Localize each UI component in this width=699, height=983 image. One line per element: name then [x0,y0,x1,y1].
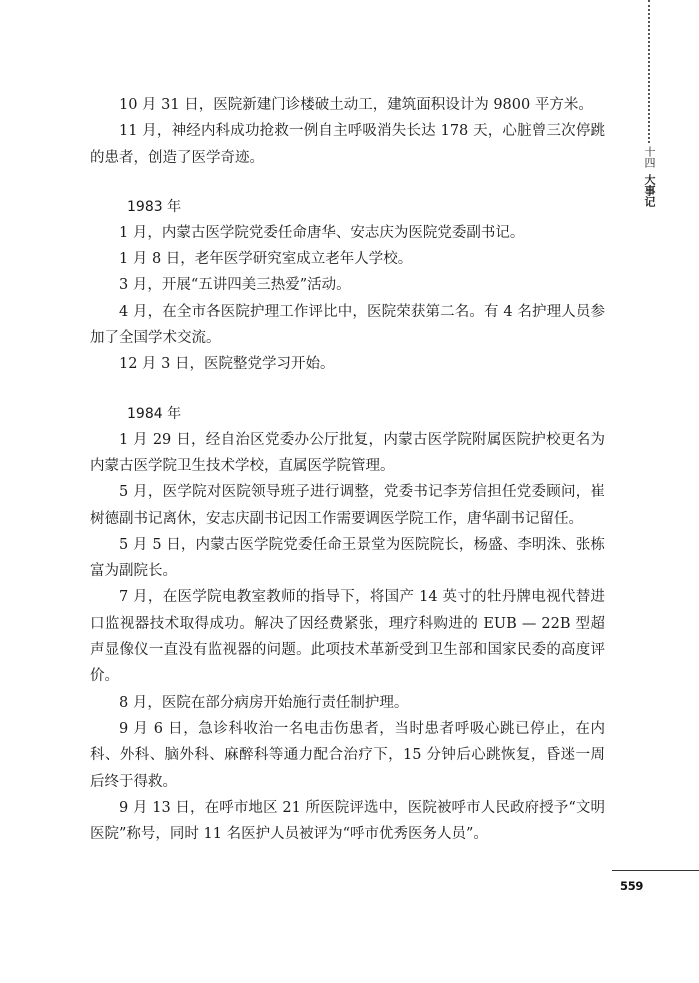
paragraph: 10 月 31 日，医院新建门诊楼破土动工，建筑面积设计为 9800 平方米。 [119,97,593,113]
paragraph: 8 月，医院在部分病房开始施行责任制护理。 [119,694,409,711]
paragraph: 12 月 3 日，医院整党学习开始。 [119,356,335,373]
footer-rule [612,870,699,871]
paragraph: 5 月，医学院对医院领导班子进行调整，党委书记李芳信担任党委顾问，崔树德副书记离休，安志庆副书记因工作需要调医学院工作，唐华副书记留任。 [90,484,605,527]
paragraph: 9 月 13 日，在呼市地区 21 所医院评选中，医院被呼市人民政府授予“文明医院”称号，同时 11 名医护人员被评为“呼市优秀医务人员”。 [90,799,605,843]
chapter-title: 大事记 [643,174,656,207]
paragraph: 11 月，神经内科成功抢救一例自主呼吸消失长达 178 天，心脏曾三次停跳的患者，创造了医学奇迹。 [90,123,605,166]
main-text [90,92,605,847]
paragraph: 3 月，开展“五讲四美三热爱”活动。 [119,277,351,294]
paragraph: 1 月 8 日，老年医学研究室成立老年人学校。 [119,251,413,268]
paragraph: 1 月 29 日，经自治区党委办公厅批复，内蒙古医学院附属医院护校更名为内蒙古医学院卫生技术学校，直属医学院管理。 [90,431,605,474]
paragraph: 5 月 5 日，内蒙古医学院党委任命王景堂为医院院长，杨盛、李明洙、张栋富为副院长。 [90,536,605,580]
paragraph: 7 月，在医学院电教室教师的指导下，将国产 14 英寸的牡丹牌电视代替进口监视器技术取得成功。解决了因经费紧张，理疗科购进的 EUB — 22B 型超声显像仪一直没有监视器的问题。此项技术革新受到卫生部和国家民委的高度评价。 [90,589,605,685]
margin-dotted-line [648,0,650,143]
paragraph: 9 月 6 日，急诊科收治一名电击伤患者，当时患者呼吸心跳已停止，在内科、外科、脑外科、麻醉科等通力配合治疗下，15 分钟后心跳恢复，昏迷一周后终于得救。 [90,720,605,790]
chapter-number: 十四 [643,146,656,168]
paragraph: 1 月，内蒙古医学院党委任命唐华、安志庆为医院党委副书记。 [119,224,525,241]
year-heading: 1984 年 [127,405,182,422]
paragraph: 4 月，在全市各医院护理工作评比中，医院荣获第二名。有 4 名护理人员参加了全国学术交流。 [90,303,605,347]
page-number: 559 [620,879,644,893]
chapter-side-tab [640,146,658,207]
year-heading: 1983 年 [127,198,182,215]
